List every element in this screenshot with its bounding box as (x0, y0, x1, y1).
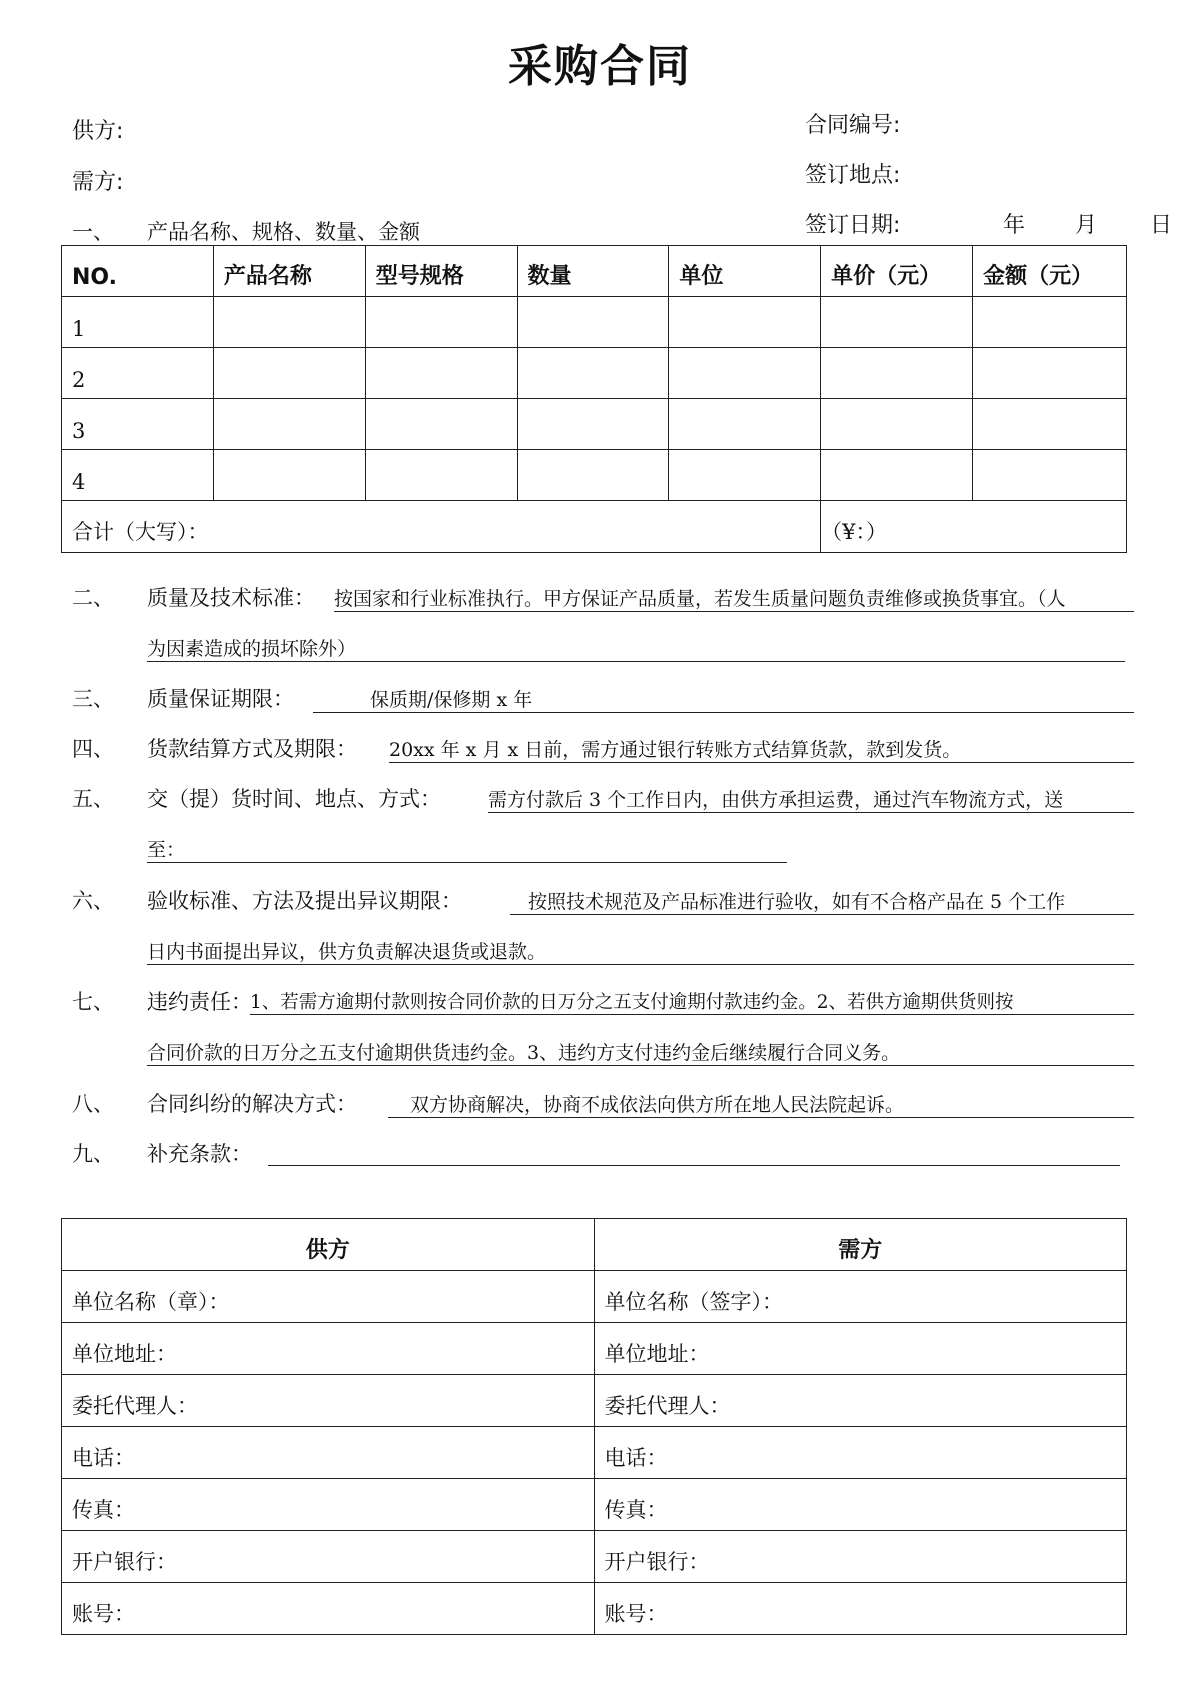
buyer-phone[interactable]: 电话： (594, 1427, 1127, 1479)
table-row (62, 297, 1127, 348)
cell-unit[interactable] (669, 297, 821, 348)
cell-product-name[interactable] (213, 399, 365, 450)
table-row (62, 399, 1127, 450)
col-amount: 金额（元） (973, 246, 1127, 297)
cell-unit-price[interactable] (821, 450, 973, 501)
cell-amount[interactable] (973, 297, 1127, 348)
section6-text-line2: 日内书面提出异议，供方负责解决退货或退款。 (147, 937, 1134, 965)
supplier-bank[interactable]: 开户银行： (62, 1531, 595, 1583)
cell-model-spec[interactable] (365, 297, 517, 348)
row-number: 3 (62, 399, 214, 450)
section3-number: 三、 (72, 687, 114, 711)
section9-number: 九、 (72, 1142, 114, 1166)
section2-text-line2: 为因素造成的损坏除外） (147, 634, 1125, 662)
section5-text-line2: 至： (147, 835, 787, 863)
table-row (62, 1583, 1127, 1635)
contract-no-label: 合同编号: (805, 113, 901, 138)
buyer-column-head: 需方 (594, 1219, 1127, 1271)
document-title: 采购合同 (508, 41, 692, 92)
cell-unit-price[interactable] (821, 348, 973, 399)
section7-text-line2: 合同价款的日万分之五支付逾期供货违约金。3、违约方支付违约金后继续履行合同义务。 (147, 1038, 1134, 1066)
col-unit-price: 单价（元） (821, 246, 973, 297)
supplier-phone[interactable]: 电话： (62, 1427, 595, 1479)
cell-model-spec[interactable] (365, 348, 517, 399)
section9-label: 补充条款： (147, 1142, 252, 1166)
cell-amount[interactable] (973, 450, 1127, 501)
total-row (62, 501, 1127, 553)
table-row (62, 1531, 1127, 1583)
cell-product-name[interactable] (213, 450, 365, 501)
table-row (62, 1323, 1127, 1375)
section3-text: 保质期/保修期 x 年 (313, 685, 1134, 713)
cell-quantity[interactable] (517, 399, 669, 450)
cell-unit[interactable] (669, 348, 821, 399)
section7-number: 七、 (72, 990, 114, 1014)
col-quantity: 数量 (517, 246, 669, 297)
cell-unit[interactable] (669, 450, 821, 501)
cell-model-spec[interactable] (365, 399, 517, 450)
row-number: 1 (62, 297, 214, 348)
section6-text-line1: 按照技术规范及产品标准进行验收，如有不合格产品在 5 个工作 (510, 887, 1134, 915)
buyer-label: 需方: (72, 170, 124, 195)
supplier-fax[interactable]: 传真： (62, 1479, 595, 1531)
signature-table-header (62, 1219, 1127, 1271)
cell-quantity[interactable] (517, 297, 669, 348)
section6-label: 验收标准、方法及提出异议期限： (147, 889, 462, 913)
col-product-name: 产品名称 (213, 246, 365, 297)
section8-number: 八、 (72, 1092, 114, 1116)
sign-place-label: 签订地点: (805, 163, 901, 188)
section4-number: 四、 (72, 737, 114, 761)
cell-quantity[interactable] (517, 348, 669, 399)
product-table (61, 245, 1127, 553)
section2-number: 二、 (72, 586, 114, 610)
supplier-agent[interactable]: 委托代理人： (62, 1375, 595, 1427)
total-uppercase-label: 合计（大写）： (62, 501, 821, 553)
table-row (62, 1271, 1127, 1323)
cell-model-spec[interactable] (365, 450, 517, 501)
buyer-address[interactable]: 单位地址： (594, 1323, 1127, 1375)
row-number: 4 (62, 450, 214, 501)
cell-unit[interactable] (669, 399, 821, 450)
section8-text: 双方协商解决，协商不成依法向供方所在地人民法院起诉。 (388, 1090, 1134, 1118)
section2-text-line1: 按国家和行业标准执行。甲方保证产品质量，若发生质量问题负责维修或换货事宜。（人 (334, 584, 1134, 612)
supplier-address[interactable]: 单位地址： (62, 1323, 595, 1375)
col-model-spec: 型号规格 (365, 246, 517, 297)
row-number: 2 (62, 348, 214, 399)
buyer-fax[interactable]: 传真： (594, 1479, 1127, 1531)
section7-label: 违约责任： (147, 990, 252, 1014)
sign-date-label: 签订日期: (805, 213, 901, 238)
signature-table (61, 1218, 1127, 1635)
year-label: 年 (1003, 213, 1026, 238)
total-yen-label: （¥：） (821, 501, 1127, 553)
section3-label: 质量保证期限： (147, 687, 294, 711)
cell-unit-price[interactable] (821, 399, 973, 450)
section7-text-line1: 1、若需方逾期付款则按合同价款的日万分之五支付逾期付款违约金。2、若供方逾期供货则按 (250, 988, 1134, 1015)
cell-product-name[interactable] (213, 348, 365, 399)
section5-label: 交（提）货时间、地点、方式： (147, 787, 441, 811)
table-row (62, 1479, 1127, 1531)
buyer-account[interactable]: 账号： (594, 1583, 1127, 1635)
supplier-company-name[interactable]: 单位名称（章）： (62, 1271, 595, 1323)
section8-label: 合同纠纷的解决方式： (147, 1092, 357, 1116)
product-table-header (62, 246, 1127, 297)
section6-number: 六、 (72, 889, 114, 913)
table-row (62, 1427, 1127, 1479)
table-row (62, 348, 1127, 399)
section2-label: 质量及技术标准： (147, 586, 315, 610)
section1-title: 产品名称、规格、数量、金额 (147, 220, 420, 244)
col-no: NO. (62, 246, 214, 297)
day-label: 日 (1150, 213, 1173, 238)
cell-amount[interactable] (973, 348, 1127, 399)
section5-text-line1: 需方付款后 3 个工作日内，由供方承担运费，通过汽车物流方式，送 (488, 785, 1134, 813)
buyer-company-name[interactable]: 单位名称（签字）： (594, 1271, 1127, 1323)
cell-unit-price[interactable] (821, 297, 973, 348)
cell-amount[interactable] (973, 399, 1127, 450)
supplementary-terms-field[interactable] (268, 1140, 1120, 1166)
section4-text: 20xx 年 x 月 x 日前，需方通过银行转账方式结算货款，款到发货。 (389, 735, 1134, 763)
buyer-agent[interactable]: 委托代理人： (594, 1375, 1127, 1427)
section4-label: 货款结算方式及期限： (147, 737, 357, 761)
cell-product-name[interactable] (213, 297, 365, 348)
supplier-label: 供方: (72, 119, 124, 144)
supplier-column-head: 供方 (62, 1219, 595, 1271)
month-label: 月 (1075, 213, 1098, 238)
buyer-bank[interactable]: 开户银行： (594, 1531, 1127, 1583)
table-row (62, 450, 1127, 501)
table-row (62, 1375, 1127, 1427)
section5-number: 五、 (72, 787, 114, 811)
cell-quantity[interactable] (517, 450, 669, 501)
supplier-account[interactable]: 账号： (62, 1583, 595, 1635)
section1-number: 一、 (72, 220, 114, 244)
col-unit: 单位 (669, 246, 821, 297)
